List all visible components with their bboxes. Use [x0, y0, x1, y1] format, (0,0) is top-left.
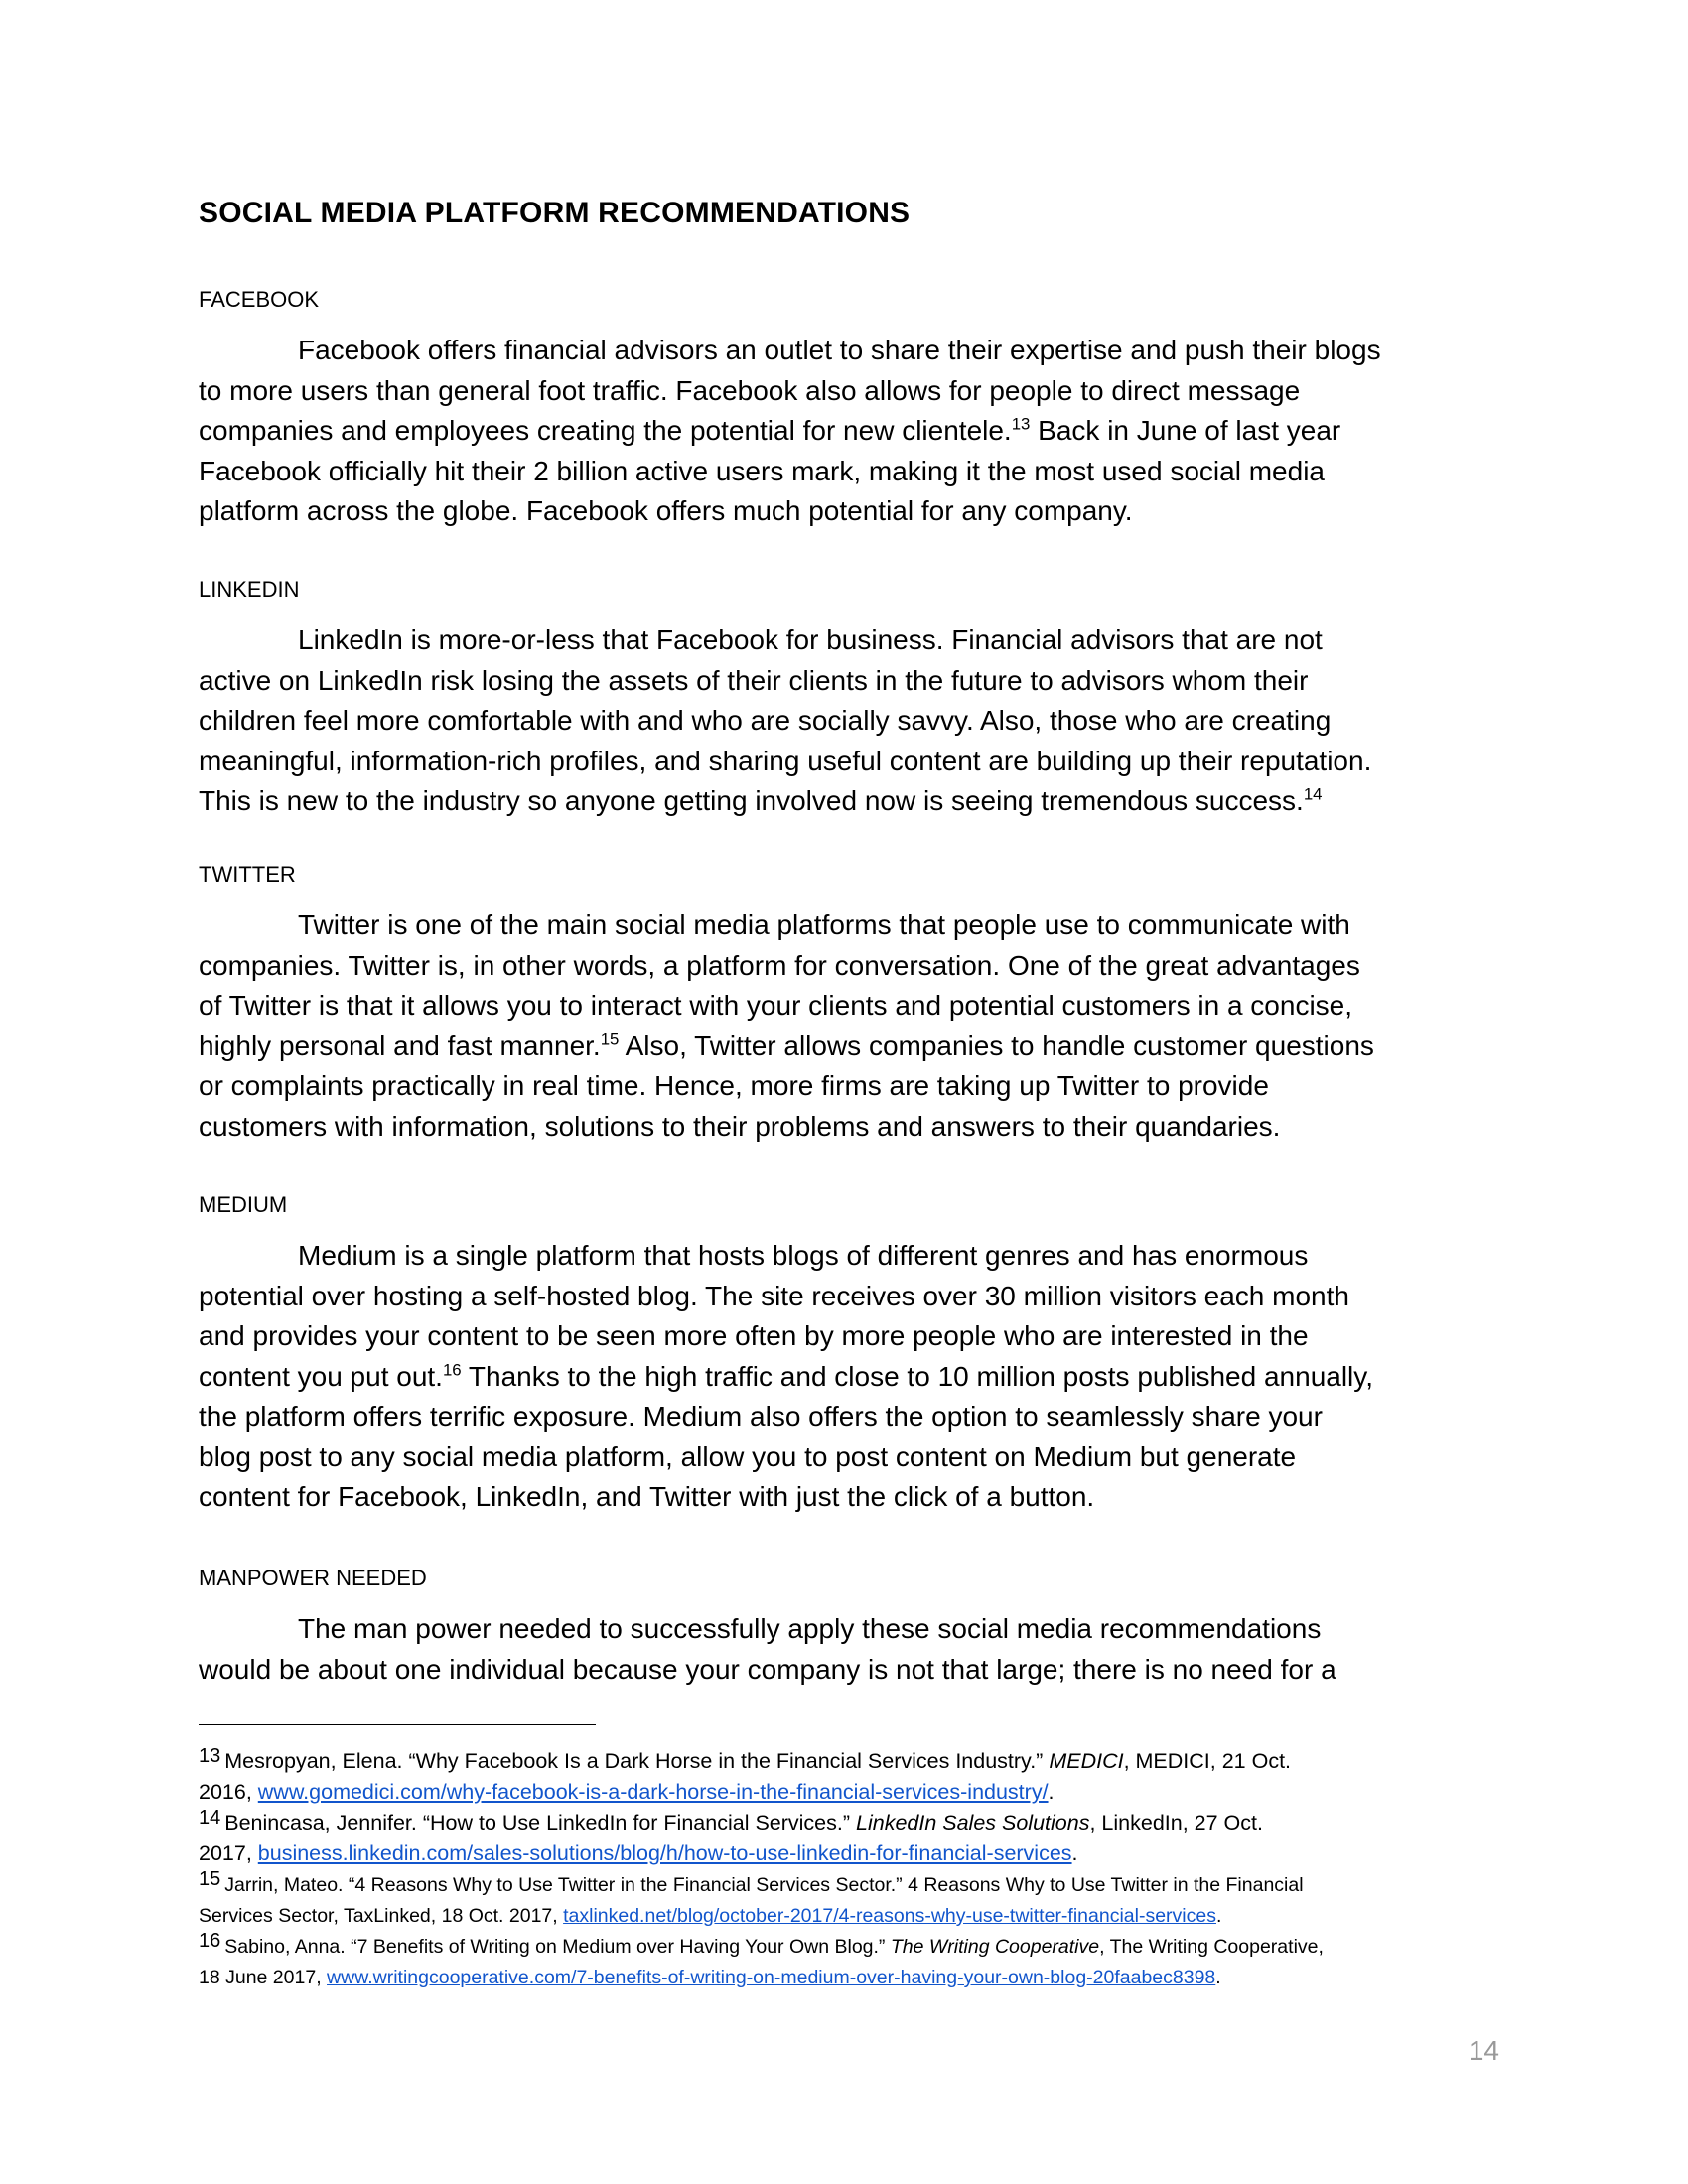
section-heading-facebook: FACEBOOK	[199, 287, 320, 312]
footnote-line: 15 Jarrin, Mateo. “4 Reasons Why to Use Twitter in the Financial Services Sector.” 4 Reasons Why to Use Twitter in the Financial	[199, 1868, 1304, 1896]
footnote-16	[199, 1926, 1499, 1993]
document-page	[199, 0, 1499, 2184]
page-title: SOCIAL MEDIA PLATFORM RECOMMENDATIONS	[199, 197, 911, 229]
footnote-number: 15	[199, 1868, 221, 1890]
footnote-line: 2017, business.linkedin.com/sales-solutions/blog/h/how-to-use-linkedin-for-financial-services.	[199, 1842, 1078, 1865]
footnote-line: 14 Benincasa, Jennifer. “How to Use LinkedIn for Financial Services.” LinkedIn Sales Solutions, LinkedIn, 27 Oct.	[199, 1807, 1263, 1835]
text-line: blog post to any social media platform, allow you to post content on Medium but generate	[199, 1440, 1297, 1472]
footnote-ref-16[interactable]: 16	[442, 1360, 462, 1380]
footnote-13	[199, 1741, 1499, 1808]
section-heading-manpower: MANPOWER NEEDED	[199, 1566, 427, 1590]
footnote-line: 13 Mesropyan, Elena. “Why Facebook Is a Dark Horse in the Financial Services Industry.” MEDICI, MEDICI, 21 Oct.	[199, 1745, 1292, 1773]
paragraph-medium	[199, 1236, 1499, 1518]
text-line: The man power needed to successfully apply these social media recommendations	[298, 1613, 1322, 1644]
text-line: the platform offers terrific exposure. Medium also offers the option to seamlessly share your	[199, 1401, 1323, 1432]
paragraph-linkedin	[199, 620, 1499, 822]
footnote-link[interactable]: taxlinked.net/blog/october-2017/4-reasons-why-use-twitter-financial-services	[563, 1905, 1216, 1927]
text-line: Facebook offers financial advisors an outlet to share their expertise and push their blogs	[298, 335, 1381, 365]
text-line: content for Facebook, LinkedIn, and Twitter with just the click of a button.	[199, 1481, 1095, 1512]
text-line: platform across the globe. Facebook offers much potential for any company.	[199, 495, 1133, 526]
page-number: 14	[1468, 2035, 1499, 2066]
text-line: or complaints practically in real time. Hence, more firms are taking up Twitter to provide	[199, 1070, 1269, 1101]
text-line: highly personal and fast manner.$^{15}$ Also, Twitter allows companies to handle customer questions	[199, 1029, 1374, 1061]
text-line: children feel more comfortable with and who are socially savvy. Also, those who are creating	[199, 705, 1332, 736]
footnote-separator	[199, 1724, 596, 1725]
text-line: This is new to the industry so anyone getting involved now is seeing tremendous success.$^{14}$	[199, 784, 1323, 816]
footnote-link[interactable]: business.linkedin.com/sales-solutions/blog/h/how-to-use-linkedin-for-financial-services	[257, 1842, 1072, 1865]
section-heading-medium: MEDIUM	[199, 1192, 288, 1217]
footnote-link[interactable]: www.gomedici.com/why-facebook-is-a-dark-horse-in-the-financial-services-industry/	[257, 1780, 1049, 1804]
text-line: and provides your content to be seen more often by more people who are interested in the	[199, 1320, 1309, 1351]
footnote-line: 18 June 2017, www.writingcooperative.com/7-benefits-of-writing-on-medium-over-having-your-own-blog-20faabec8398.	[199, 1967, 1221, 1988]
footnote-ref-15[interactable]: 15	[600, 1029, 620, 1049]
paragraph-twitter	[199, 905, 1499, 1147]
footnote-ref-13[interactable]: 13	[1011, 414, 1031, 434]
paragraph-manpower	[199, 1609, 1499, 1690]
footnote-number: 16	[199, 1930, 221, 1952]
footnote-line: 16 Sabino, Anna. “7 Benefits of Writing on Medium over Having Your Own Blog.” The Writing Cooperative, The Writing Cooperative,	[199, 1930, 1324, 1958]
section-heading-twitter: TWITTER	[199, 862, 296, 887]
footnote-ref-14[interactable]: 14	[1303, 784, 1323, 804]
text-line: content you put out.$^{16}$ Thanks to the high traffic and close to 10 million posts published annually,	[199, 1360, 1373, 1392]
text-line: meaningful, information-rich profiles, and sharing useful content are building up their reputation.	[199, 745, 1372, 776]
footnote-14	[199, 1803, 1499, 1869]
text-line: potential over hosting a self-hosted blog. The site receives over 30 million visitors each month	[199, 1280, 1349, 1311]
text-line: companies. Twitter is, in other words, a platform for conversation. One of the great advantages	[199, 949, 1360, 981]
text-line: active on LinkedIn risk losing the assets of their clients in the future to advisors whom their	[199, 664, 1309, 696]
text-line: to more users than general foot traffic. Facebook also allows for people to direct message	[199, 374, 1301, 406]
footnote-number: 14	[199, 1807, 221, 1829]
footnote-line: Services Sector, TaxLinked, 18 Oct. 2017, taxlinked.net/blog/october-2017/4-reasons-why-use-twitter-financial-services.	[199, 1905, 1222, 1927]
text-line: companies and employees creating the potential for new clientele.$^{13}$ Back in June of last year	[199, 414, 1341, 446]
footnote-line: 2016, www.gomedici.com/why-facebook-is-a-dark-horse-in-the-financial-services-industry/.	[199, 1780, 1055, 1804]
footnote-number: 13	[199, 1745, 221, 1767]
text-line: Twitter is one of the main social media platforms that people use to communicate with	[298, 909, 1350, 940]
paragraph-facebook	[199, 331, 1499, 532]
text-line: Facebook officially hit their 2 billion active users mark, making it the most used social media	[199, 455, 1325, 486]
text-line: LinkedIn is more-or-less that Facebook for business. Financial advisors that are not	[298, 624, 1323, 655]
text-line: Medium is a single platform that hosts blogs of different genres and has enormous	[298, 1240, 1309, 1271]
text-line: customers with information, solutions to their problems and answers to their quandaries.	[199, 1110, 1281, 1142]
text-line: would be about one individual because your company is not that large; there is no need for a	[199, 1653, 1336, 1685]
footnote-link[interactable]: www.writingcooperative.com/7-benefits-of-writing-on-medium-over-having-your-own-blog-20faabec8398	[327, 1967, 1216, 1988]
footnote-15	[199, 1864, 1499, 1932]
section-heading-linkedin: LINKEDIN	[199, 577, 300, 602]
text-line: of Twitter is that it allows you to interact with your clients and potential customers in a concise,	[199, 990, 1353, 1021]
